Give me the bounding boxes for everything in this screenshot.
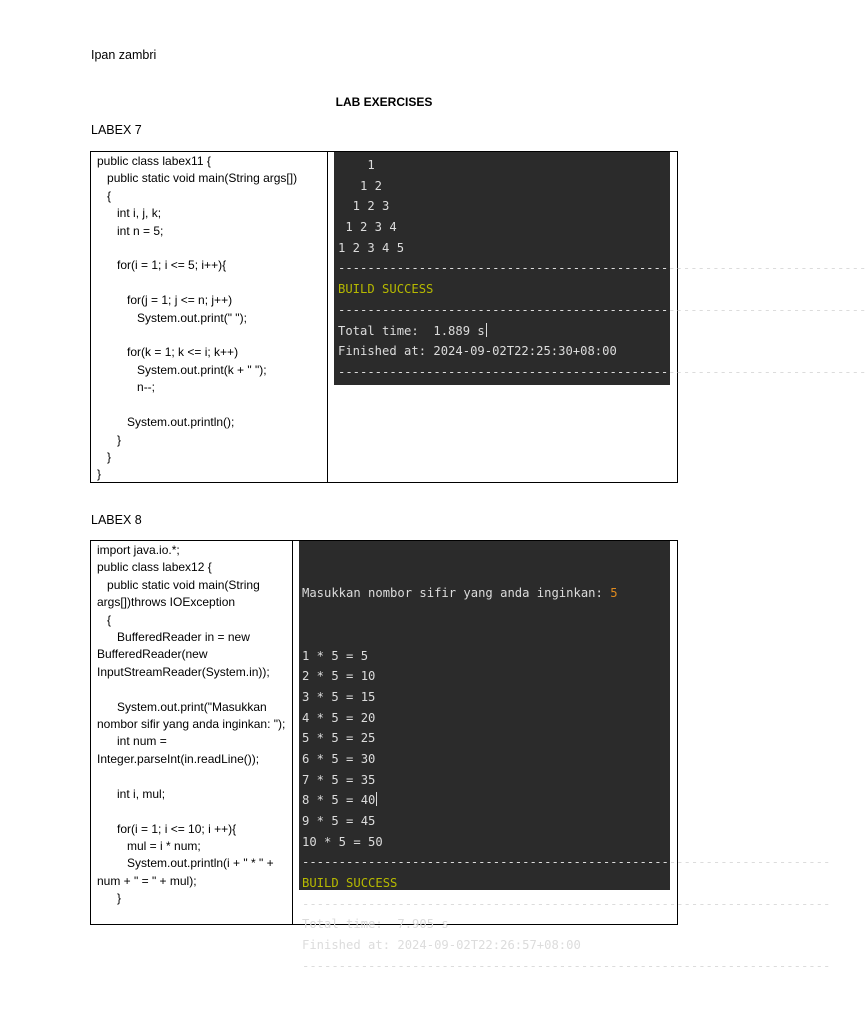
text-cursor-icon bbox=[486, 323, 487, 337]
labex8-output-cell bbox=[293, 541, 831, 973]
console-line: Finished at: 2024-09-02T22:26:57+08:00 bbox=[302, 938, 581, 953]
console-prompt-line bbox=[302, 583, 670, 604]
console-input-value: 5 bbox=[610, 586, 618, 601]
console-line: 1 bbox=[338, 158, 375, 172]
console-line: 3 * 5 = 15 bbox=[302, 689, 376, 704]
console-separator: ------------------------------------------------------------------------ bbox=[338, 364, 866, 379]
labex7-table bbox=[90, 151, 866, 483]
console-prompt: Masukkan nombor sifir yang anda inginkan: bbox=[302, 586, 611, 601]
console-separator: ------------------------------------------------------------------------ bbox=[338, 302, 866, 317]
labex7-heading: LABEX 7 bbox=[91, 123, 142, 137]
text-cursor-icon bbox=[376, 792, 377, 806]
labex8-code: import java.io.*; public class labex12 { public static void main(String args[])throws IOException { BufferedReader in = new BufferedReader(new InputStreamReader(System.in)); System.out.print("Masukkan nombor sifir yang anda inginkan: "); int num = Integer.parseInt(in.readLine()); int i, mul; for(i = 1; i <= 10; i ++){ mul = i * num; System.out.println(i + " * " + num + " = " + mul); } bbox=[97, 543, 286, 906]
console-line: 1 2 3 4 bbox=[338, 220, 397, 235]
document-title: LAB EXERCISES bbox=[335, 95, 433, 109]
labex8-table bbox=[90, 540, 831, 973]
console-line: 8 * 5 = 40 bbox=[302, 793, 376, 808]
console-line: 1 2 3 bbox=[338, 199, 390, 214]
labex8-console-output bbox=[299, 541, 831, 973]
console-line: 1 2 bbox=[338, 178, 383, 193]
labex7-output-cell bbox=[328, 152, 866, 483]
console-separator: ------------------------------------------------------------------------ bbox=[302, 958, 831, 973]
console-line: Finished at: 2024-09-02T22:25:30+08:00 bbox=[338, 344, 617, 359]
console-separator: ------------------------------------------------------------------------ bbox=[338, 261, 866, 276]
labex7-code-cell bbox=[91, 152, 328, 483]
console-line: 6 * 5 = 30 bbox=[302, 751, 376, 766]
console-line: 1 * 5 = 5 bbox=[302, 648, 369, 663]
console-line: 5 * 5 = 25 bbox=[302, 731, 376, 746]
console-line: 1 2 3 4 5 bbox=[338, 240, 405, 255]
author-name: Ipan zambri bbox=[91, 48, 157, 62]
labex8-heading: LABEX 8 bbox=[91, 513, 142, 527]
build-success-text: BUILD SUCCESS bbox=[338, 282, 434, 297]
labex8-code-cell bbox=[91, 541, 293, 925]
console-separator: ------------------------------------------------------------------------ bbox=[302, 896, 831, 911]
console-line: 4 * 5 = 20 bbox=[302, 710, 376, 725]
labex7-console-output bbox=[334, 152, 866, 385]
build-success-text: BUILD SUCCESS bbox=[302, 876, 398, 891]
console-line: 9 * 5 = 45 bbox=[302, 814, 376, 828]
console-line: 7 * 5 = 35 bbox=[302, 772, 376, 787]
labex7-code: public class labex11 { public static void main(String args[]) { int i, j, k; int n = 5; for(i = 1; i <= 5; i++){ for(j = 1; j <= n; j++) System.out.print(" "); for(k = 1; k <= i; k++) System.out.print(k + " "); n--; System.out.println(); } } } bbox=[97, 154, 298, 482]
console-separator: ------------------------------------------------------------------------ bbox=[302, 855, 831, 870]
console-line: 10 * 5 = 50 bbox=[302, 834, 383, 849]
console-line: Total time: 7.905 s bbox=[302, 917, 449, 932]
console-line: 2 * 5 = 10 bbox=[302, 669, 376, 684]
console-line: Total time: 1.889 s bbox=[338, 323, 485, 338]
